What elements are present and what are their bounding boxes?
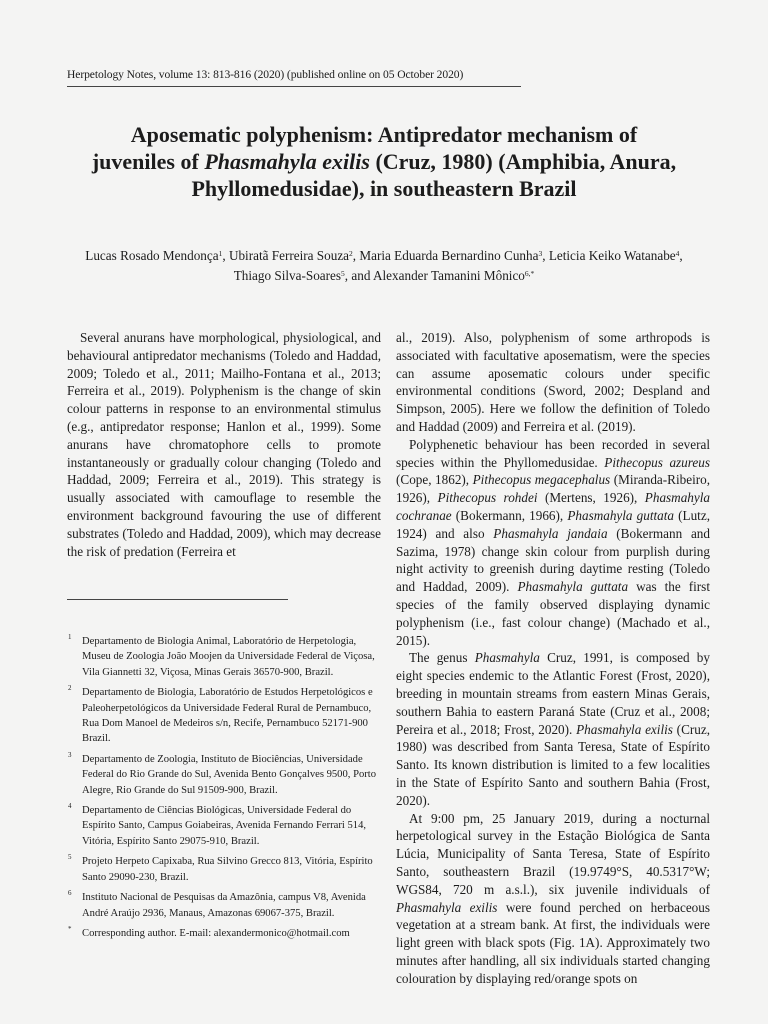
title-text: (Cruz, 1980) (Amphibia, Anura,: [369, 149, 677, 174]
text-run: At 9:00 pm, 25 January 2019, during a nocturnal herpetological survey in the Estação Biológica de Santa Lúcia, Municipality of Santa Teresa, State of Espírito Santo, southeastern Brazil (19.9749°S, 40.5317°W; WGS84, 720 m a.s.l.), six juvenile individuals of: [396, 810, 710, 897]
running-head: Herpetology Notes, volume 13: 813-816 (2020) (published online on 05 October 2020): [67, 68, 464, 81]
author-name: Leticia Keiko Watanabe: [548, 248, 676, 263]
species-name: Pithecopus azureus: [604, 454, 711, 470]
species-name: Pithecopus rohdei: [437, 490, 538, 506]
author-line: [40, 246, 728, 266]
author-name: Maria Eduarda Bernardino Cunha: [359, 248, 539, 263]
affiliation-footnotes: [67, 634, 381, 946]
affiliation-mark: 1: [218, 249, 223, 258]
footnote-text: Projeto Herpeto Capixaba, Rua Silvino Grecco 813, Vitória, Espírito Santo 29090-230, Brazil.: [82, 856, 373, 883]
text-run: was the first species of the family observed displaying dynamic polyphenism (i.e., fast colour change) (Machado et al., 2015).: [396, 579, 710, 648]
author-separator: ,: [352, 248, 360, 263]
paragraph: [396, 810, 710, 988]
article-title: [40, 121, 728, 202]
footnote: [67, 926, 381, 941]
author-line: [40, 266, 728, 286]
footnote: [67, 685, 381, 747]
footnote-mark: 2: [68, 684, 72, 693]
text-run: Cruz, 1991, is composed by eight species endemic to the Atlantic Forest (Frost, 2020), breeding in mountain streams from eastern Minas Gerais, southern Bahia to eastern Paraná State (Cruz et al., 2008; Pereira et al., 2018; Frost, 2020).: [396, 650, 710, 737]
species-name: Phasmahyla exilis: [204, 149, 370, 174]
footnote-mark: *: [68, 924, 72, 933]
footnote-rule: [67, 599, 288, 600]
text-run: Several anurans have morphological, physiological, and behavioural antipredator mechanisms (Toledo and Haddad, 2009; Toledo et al., 2011; Mailho-Fontana et al., 2013; Ferreira et al., 2019). Polyphenism is the change of skin colour patterns in response to an environmental stimulus (e.g., antipredator response; Hanlon et al., 1999). Some anurans have chromatophore cells to promote instantaneously or gradually colour changing (Toledo and Haddad, 2009; Ferreira et al., 2019). This strategy is usually associated with camouflage to resemble the environment background favouring the use of different substrates (Toledo and Haddad, 2009), which may decrease the risk of predation (Ferreira et: [67, 330, 381, 559]
footnote: [67, 752, 381, 798]
paragraph: [67, 329, 381, 560]
footnote: [67, 803, 381, 849]
author-separator: ,: [679, 248, 683, 263]
body-column-right: [396, 329, 710, 987]
text-run: (Mertens, 1926),: [537, 490, 645, 506]
footnote-mark: 4: [68, 802, 72, 811]
species-name: Pithecopus megacephalus: [472, 472, 611, 488]
title-text: juveniles of: [91, 149, 205, 174]
footnote-text: Departamento de Zoologia, Instituto de Biociências, Universidade Federal do Rio Grande do Sul, Avenida Bento Gonçalves 9500, Porto Alegre, Rio Grande do Sul 91509-900, Brazil.: [82, 753, 377, 796]
title-line: Phyllomedusidae), in southeastern Brazil: [191, 176, 577, 201]
footnote-mark: 3: [68, 750, 72, 759]
author-separator: , and: [344, 268, 373, 283]
paragraph: [396, 329, 710, 436]
text-run: (Cope, 1862),: [396, 472, 473, 488]
author-separator: ,: [542, 248, 549, 263]
footnote-mark: 5: [68, 853, 72, 862]
text-run: were found perched on herbaceous vegetation at a stream bank. At first, the individuals were light green with black spots (Fig. 1A). Approximately two minutes after handling, all six individuals started changing colouration by displaying red/orange spots on: [396, 899, 710, 986]
footnote-text: Departamento de Biologia, Laboratório de Estudos Herpetológicos e Paleoherpetológicos da Universidade Federal Rural de Pernambuco, Rua Dom Manoel de Medeiros s/n, Recife, Pernambuco 52171-900 Brazil.: [82, 687, 373, 745]
footnote-mark: 1: [68, 633, 72, 641]
species-name: Phasmahyla guttata: [517, 579, 629, 595]
affiliation-mark: 4: [675, 249, 680, 258]
author-name: Lucas Rosado Mendonça: [85, 248, 219, 263]
text-run: (Bokermann and Sazima, 1978) change skin colour from purplish during night activity to greenish during daytime resting (Toledo and Haddad, 2009).: [396, 525, 710, 595]
text-run: The genus: [409, 650, 475, 666]
text-run: (Cruz, 1980) was described from Santa Teresa, State of Espírito Santo. Its known distribution is limited to a few localities in the State of Espírito Santo and southern Bahia (Frost, 2020).: [396, 721, 710, 808]
author-list: [40, 246, 728, 286]
paragraph: [396, 649, 710, 809]
footnote: [67, 890, 381, 921]
footnote: [67, 854, 381, 885]
affiliation-mark: 3: [538, 249, 543, 258]
author-name: Thiago Silva-Soares: [233, 268, 342, 283]
text-run: (Miranda-Ribeiro, 1926),: [396, 472, 711, 506]
species-name: Phasmahyla exilis: [576, 721, 673, 737]
author-separator: ,: [222, 248, 229, 263]
author-name: Ubiratã Ferreira Souza: [228, 248, 350, 263]
species-name: Phasmahyla exilis: [396, 899, 498, 915]
text-run: al., 2019). Also, polyphenism of some arthropods is associated with facultative aposematism, were the species can assume aposematic colours under specific environmental conditions (Sword, 2002; Despland and Simpson, 2005). Here we follow the definition of Toledo and Haddad (2009) and Ferreira et al. (2019).: [396, 330, 710, 434]
footnote-text: Corresponding author. E-mail: alexandermonico@hotmail.com: [82, 927, 350, 939]
footnote-text: Instituto Nacional de Pesquisas da Amazônia, campus V8, Avenida André Araújo 2936, Manaus, Amazonas 69067-375, Brazil.: [82, 892, 366, 919]
text-run: Polyphenetic behaviour has been recorded in several species within the Phyllomedusidae.: [396, 436, 710, 470]
text-run: (Bokermann, 1966),: [451, 507, 568, 523]
header-rule: [67, 86, 521, 87]
body-column-left: [67, 329, 381, 560]
paragraph: [396, 436, 710, 650]
species-name: Phasmahyla guttata: [567, 507, 675, 523]
footnote-text: Departamento de Biologia Animal, Laboratório de Herpetologia, Museu de Zoologia João Moojen da Universidade Federal de Viçosa, Vila Giannetti 32, Viçosa, Minas Gerais 36570-900, Brazil.: [82, 636, 375, 678]
text-run: (Lutz, 1924) and also: [396, 507, 710, 541]
species-name: Phasmahyla jandaia: [493, 525, 608, 541]
affiliation-mark: 5: [341, 269, 345, 278]
author-name: Alexander Tamanini Mônico: [372, 268, 525, 283]
species-name: Phasmahyla: [474, 650, 540, 666]
footnote-mark: 6: [68, 889, 72, 898]
title-line: Aposematic polyphenism: Antipredator mechanism of: [130, 122, 638, 147]
footnote: [67, 634, 381, 680]
affiliation-mark: 6,*: [524, 269, 535, 278]
affiliation-mark: 2: [349, 249, 353, 258]
footnote-text: Departamento de Ciências Biológicas, Universidade Federal do Espírito Santo, Campus Goiabeiras, Avenida Fernando Ferrari 514, Vitória, Espírito Santo 29075-910, Brazil.: [82, 805, 367, 847]
title-line: [40, 148, 728, 175]
species-name: Phasmahyla cochranae: [396, 490, 710, 523]
